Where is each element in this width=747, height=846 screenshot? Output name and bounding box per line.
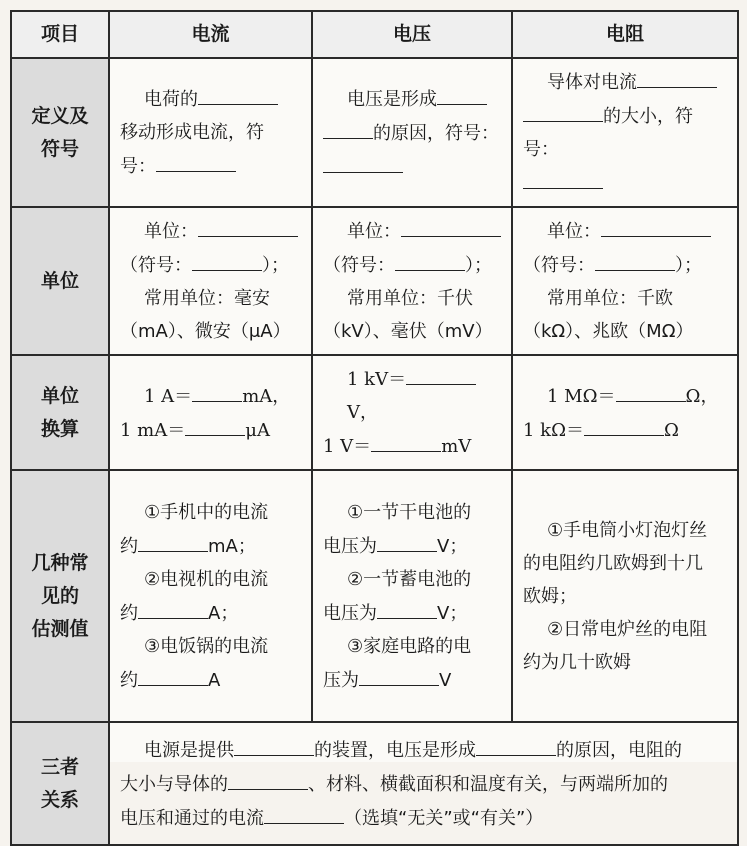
estimate-label: 几种常 见的 估测值 — [11, 470, 109, 722]
answer-blank[interactable] — [198, 214, 298, 237]
answer-blank[interactable] — [401, 214, 501, 237]
estimate-resistance: ①手电筒小灯泡灯丝 的电阻约几欧姆到十几 欧姆； ②日常电炉丝的电阻 约为几十欧姆 — [512, 470, 738, 722]
answer-blank[interactable] — [601, 214, 711, 237]
answer-blank[interactable] — [323, 116, 373, 139]
relation-text: 电源是提供 的装置，电压是形成 的原因，电阻的 大小与导体的 、材料、横截面积和温度有关，与两端所加的 电压和通过的电流 （选填“无关”或“有关”） — [109, 722, 738, 845]
answer-blank[interactable] — [371, 429, 441, 452]
answer-blank[interactable] — [437, 82, 487, 105]
relation-label: 三者 关系 — [11, 722, 109, 845]
answer-blank[interactable] — [138, 596, 208, 619]
answer-blank[interactable] — [156, 149, 236, 172]
header-current: 电流 — [109, 11, 312, 58]
answer-blank[interactable] — [637, 65, 717, 88]
unit-voltage: 单位： （符号： ）； 常用单位：千伏 （kV）、毫伏（mV） — [312, 207, 512, 355]
answer-blank[interactable] — [595, 248, 675, 271]
answer-blank[interactable] — [192, 248, 262, 271]
answer-blank[interactable] — [377, 596, 437, 619]
unit-label: 单位 — [11, 207, 109, 355]
answer-blank[interactable] — [192, 379, 242, 402]
answer-blank[interactable] — [395, 248, 465, 271]
answer-blank[interactable] — [406, 362, 476, 385]
definition-resistance: 导体对电流 的大小，符号： — [512, 58, 738, 207]
unit-resistance: 单位： （符号： ）； 常用单位：千欧 （kΩ）、兆欧（MΩ） — [512, 207, 738, 355]
answer-blank[interactable] — [228, 767, 308, 790]
estimate-row — [11, 470, 738, 722]
definition-voltage: 电压是形成 的原因，符号： — [312, 58, 512, 207]
answer-blank[interactable] — [264, 801, 344, 824]
answer-blank[interactable] — [138, 529, 208, 552]
definition-row — [11, 58, 738, 207]
conversion-label: 单位 换算 — [11, 355, 109, 470]
unit-current: 单位： （符号： ）； 常用单位：毫安 （mA）、微安（μA） — [109, 207, 312, 355]
answer-blank[interactable] — [138, 663, 208, 686]
estimate-current: ①手机中的电流 约 mA； ②电视机的电流 约 A； ③电饭锅的电流 约 A — [109, 470, 312, 722]
conversion-row — [11, 355, 738, 470]
answer-blank[interactable] — [616, 379, 686, 402]
conversion-voltage: 1 kV＝V， 1 V＝ mV — [312, 355, 512, 470]
unit-row — [11, 207, 738, 355]
header-item: 项目 — [11, 11, 109, 58]
answer-blank[interactable] — [377, 529, 437, 552]
comparison-table — [10, 10, 739, 846]
answer-blank[interactable] — [476, 733, 556, 756]
answer-blank[interactable] — [185, 413, 245, 436]
answer-blank[interactable] — [359, 663, 439, 686]
answer-blank[interactable] — [198, 82, 278, 105]
definition-label: 定义及 符号 — [11, 58, 109, 207]
relation-row — [11, 722, 738, 845]
header-voltage: 电压 — [312, 11, 512, 58]
answer-blank[interactable] — [523, 166, 603, 189]
header-resistance: 电阻 — [512, 11, 738, 58]
conversion-resistance: 1 MΩ＝ Ω， 1 kΩ＝ Ω — [512, 355, 738, 470]
answer-blank[interactable] — [584, 413, 664, 436]
answer-blank[interactable] — [323, 150, 403, 173]
answer-blank[interactable] — [234, 733, 314, 756]
estimate-voltage: ①一节干电池的 电压为 V； ②一节蓄电池的 电压为 V； ③家庭电路的电 压为 V — [312, 470, 512, 722]
definition-current: 电荷的 移动形成电流，符 号： — [109, 58, 312, 207]
header-row — [11, 11, 738, 58]
conversion-current: 1 A＝ mA， 1 mA＝ μA — [109, 355, 312, 470]
answer-blank[interactable] — [523, 99, 603, 122]
